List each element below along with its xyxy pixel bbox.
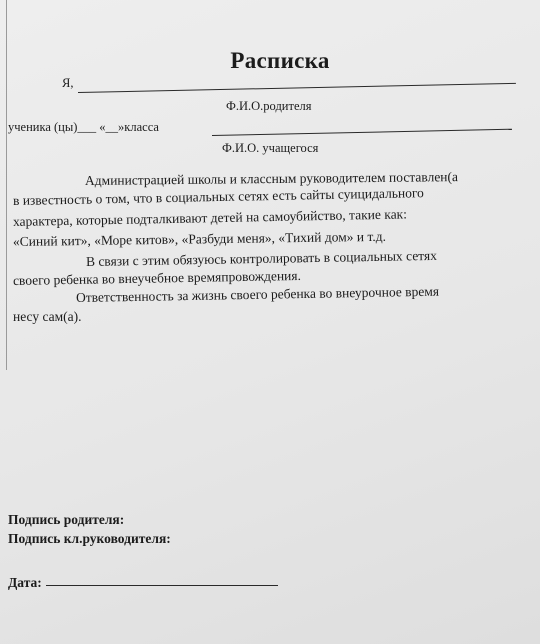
ya-label: Я, [62,76,74,90]
paragraph-2-line-1: В связи с этим обязуюсь контролировать в социальных сетях [85,247,438,269]
teacher-signature-label: Подпись кл.руководителя: [8,531,171,546]
paragraph-3-line-1: Ответственность за жизнь своего ребенка во внеурочное время [75,283,440,305]
date-line [46,585,278,586]
paragraph-1-line-3: характера, которые подталкивают детей на самоубийство, такие как: [12,206,408,229]
parent-signature-label: Подпись родителя: [8,512,125,527]
paragraph-1-line-1: Администрацией школы и классным руководителем поставлен(а [84,169,459,188]
student-name-line [212,129,512,136]
parent-caption: Ф.И.О.родителя [226,99,312,113]
document-title: Расписка [230,48,330,73]
paragraph-2-line-2: своего ребенка во внеучебное времяпровождения. [12,267,302,288]
paragraph-3-line-2: несу сам(а). [13,309,82,324]
parent-name-line [78,83,516,93]
paragraph-1-line-2: в известность о том, что в социальных сетях есть сайты суицидального [12,185,424,208]
student-label: ученика (цы)___ «__»класса [8,120,159,134]
student-caption: Ф.И.О. учащегося [222,141,319,155]
date-label: Дата: [8,575,42,590]
paragraph-1-line-4: «Синий кит», «Море китов», «Разбуди меня», «Тихий дом» и т.д. [12,228,387,249]
